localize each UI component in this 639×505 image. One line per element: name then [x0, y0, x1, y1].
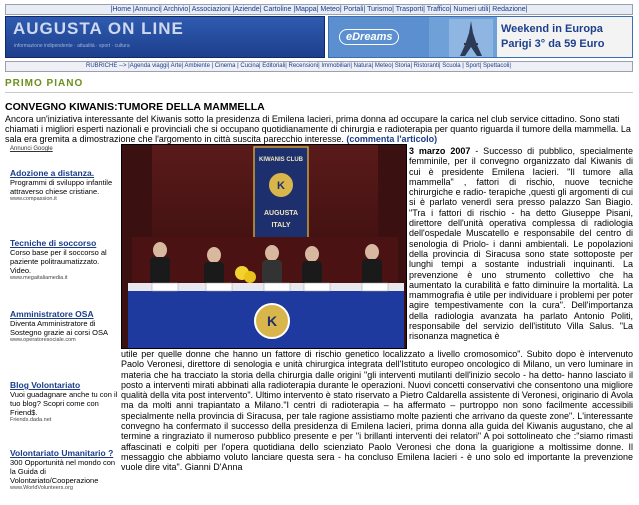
ad-headline[interactable]: Weekend in Europa — [501, 23, 603, 35]
svg-text:K: K — [266, 313, 278, 329]
google-ad-url[interactable]: www.megaitaliamedia.it — [10, 275, 68, 281]
conference-photo-illustration — [122, 145, 407, 349]
article-date: 3 marzo 2007 — [409, 146, 471, 156]
google-ad-title[interactable]: Volontariato Umanitario ? — [10, 448, 114, 458]
google-ad-item[interactable] — [10, 380, 118, 424]
google-ad-url[interactable]: www.operatoresociale.com — [10, 337, 76, 343]
ad-offer[interactable]: Parigi 3° da 59 Euro — [501, 38, 605, 50]
article-title: CONVEGNO KIWANIS:TUMORE DELLA MAMMELLA — [5, 101, 265, 113]
article-side-text: - Successo di pubblico, specialmente femminile, per il convegno organizzato dal Kiwanis di cui è presidente Emilena Iacieri. "Il tumore alla mammella" , fattori di rischio, nuove tecniche chirurgiche e radio- terapiche ,questi gli argomenti di cui si è parlato venerdì sera presso palazzo San Biagio. "Tra i fattori di rischio - ha detto Giuseppe Pisani, direttore dell'unità operativa complessa di radiologia dell'ospedale Muscatello e responsabile del centro di senologia di Priolo- i danni ambientali. Le popolazioni della provincia di Siracusa sono state sottoposte per lunghi tempi a sostante industriali inquinanti. La prevenzione è uno strumento collettivo che ha aumentato la curabilità e fatto diminuire la mortalità. La mammografia è utile per individuare i problemi per poter agire tempestivamente con la cura". Dell'importanza della radiologia avanzata ha parlato Antonio Politi, responsabile del servizio dell'istituto Villa Salus. "La risonanza magnetica è — [409, 146, 633, 342]
google-ad-text: Vuoi guadagnare anche tu con il tuo blog? Scopri come con Friend$. — [10, 390, 118, 417]
banner-text-augusta: AUGUSTA — [263, 210, 299, 217]
eiffel-tower-icon — [449, 19, 493, 57]
google-ad-url[interactable]: Friends.dada.net — [10, 417, 52, 423]
conference-photo — [121, 144, 407, 349]
google-ad-title[interactable]: Amministratore OSA — [10, 309, 94, 319]
site-logo[interactable]: AUGUSTA ON LINE — [13, 19, 184, 38]
banner-text-kiwanis: KIWANIS CLUB — [259, 157, 303, 163]
google-ad-title[interactable]: Adozione a distanza. — [10, 168, 95, 178]
google-ad-text: Diventa Amministratore di Sostegno grazie ai corsi OSA — [10, 319, 108, 337]
google-ad-text: Programmi di sviluppo infantile attraverso chiese cristiane. — [10, 178, 113, 196]
edreams-ad-banner[interactable] — [328, 16, 633, 58]
google-ad-title[interactable]: Tecniche di soccorso — [10, 238, 97, 248]
section-heading: PRIMO PIANO — [5, 78, 84, 89]
google-ad-item[interactable] — [10, 238, 118, 282]
google-ad-url[interactable]: www.WorldVolunteers.org — [10, 485, 73, 491]
rubriche-navigation-bar[interactable]: RUBRICHE --> |Agenda viaggi| Arte| Ambiente | Cinema | Cucina| Editoriali| Recensioni| Immobiliari| Natura| Meteo| Storia| Ristoranti| Scuola | Sport| Spettacoli| — [5, 61, 633, 72]
google-ads-header[interactable]: Annunci Google — [10, 146, 53, 152]
comment-article-link[interactable]: (commenta l'articolo) — [346, 134, 438, 144]
edreams-logo[interactable]: eDreams — [339, 29, 399, 45]
google-ad-item[interactable] — [10, 448, 118, 492]
article-lead — [5, 114, 633, 144]
svg-text:K: K — [277, 180, 285, 192]
section-divider — [5, 92, 633, 93]
site-banner[interactable] — [5, 16, 325, 58]
article-lead-text: Ancora un'iniziativa interessante del Kiwanis sotto la presidenza di Emilena Iacieri, prima donna ad occupare la carica nel club service cittadino. Sono stati chiamati i migliori esperti nazionali e provinciali che si occupano quotidianamente di chirurgia e radioterapia per quanto riguarda il tumore della mammella. La sala era gremita a dimostrazione che l'argomento in città suscita parecchio interesse. — [5, 114, 631, 144]
google-ad-item[interactable] — [10, 309, 118, 344]
top-navigation-bar[interactable]: |Home |Annunci| Archivio| Associazioni |Aziende| Cartoline |Mappa| Meteo| Portali| Turismo| Trasporti| Traffico| Numeri utili| Redazione| — [5, 4, 633, 15]
article-body-side — [409, 146, 633, 342]
google-ad-url[interactable]: www.compassion.it — [10, 196, 57, 202]
site-tagline: informazione indipendente · attualità · sport · cultura — [14, 43, 130, 49]
google-ad-text: 300 Opportunità nel mondo con la Guida di Volontariato/Cooperazione — [10, 458, 116, 485]
google-ad-title[interactable]: Blog Volontariato — [10, 380, 81, 390]
google-ad-item[interactable] — [10, 168, 118, 203]
google-ad-text: Corso base per il soccorso al paziente politraumatizzato. Video. — [10, 248, 107, 275]
article-body-full: utile per quelle donne che hanno un fattore di rischio genetico localizzato a livello cromosomico". Subito dopo è intervenuto Paolo Veronesi, direttore di senologia e unità chirurgica integrata dell'Istituto europeo oncologico di Milano, un vero luminare in materia che ha tracciato la storia della chirurgia dalle origini "gli interventi mutilanti dell'inizio secolo - ha detto- hanno lasciato il posto a interventi mirati abbinati alla radioterapia durante le operazioni. Nuovi concetti conservativi che consentono una migliore qualità della vita post intervento". Ultimo intervento è stato riservato a Pietro Caldarella assistente di Veronesi, originario di Avola ma da molti anni trapiantato a Milano."I centri di radioterapia – ha affermato – purtroppo non sono facilmente accessibili specialmente nella provincia di Siracusa, per tale ragione assistiamo molte pazienti che arrivano da queste zone". L'interessante convegno ha confermato il successo della presidenza di Emilena Iacieri, prima donna alla guida del Kiwanis augustano, che al termine a ringraziato il numeroso pubblico presente e per "i brillanti interventi dei relatori" A poi sottolineato che :"siamo rimasti affascinati e colpiti per l'opera quotidiana dello scienziato Paolo Veronesi che dona la guarigione a moltissime donne. Il messaggio che abbiamo voluto lanciare questa sera - ha concluso Emilena Iacieri - è uno solo ed importante la prevenzione vuole dire vita". Gianni D'Anna — [121, 349, 633, 473]
banner-text-italy: ITALY — [271, 222, 291, 229]
